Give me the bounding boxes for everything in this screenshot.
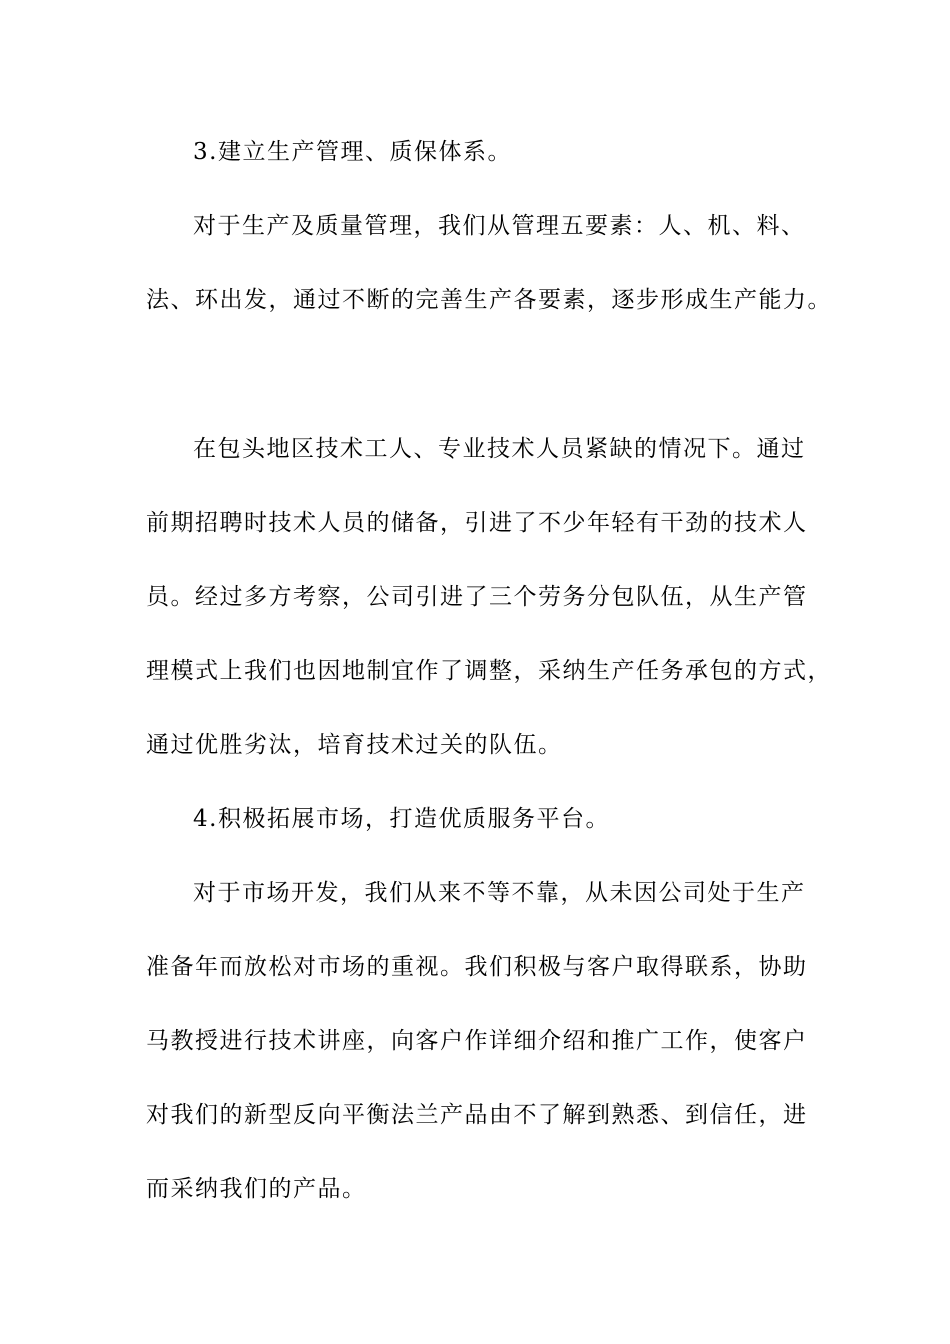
paragraph-line: 对我们的新型反向平衡法兰产品由不了解到熟悉、到信任，进: [146, 1102, 808, 1128]
paragraph-line: 马教授进行技术讲座，向客户作详细介绍和推广工作，使客户: [146, 1028, 808, 1054]
heading-4: 4.积极拓展市场，打造优质服务平台。: [193, 806, 610, 832]
paragraph-line: 对于市场开发，我们从来不等不靠，从未因公司处于生产: [193, 880, 806, 906]
paragraph-line: 对于生产及质量管理，我们从管理五要素：人、机、料、: [193, 213, 806, 239]
paragraph-line: 而采纳我们的产品。: [146, 1176, 367, 1202]
paragraph-line: 在包头地区技术工人、专业技术人员紧缺的情况下。通过: [193, 436, 806, 462]
paragraph-line: 员。经过多方考察，公司引进了三个劳务分包队伍，从生产管: [146, 584, 808, 610]
paragraph-line: 理模式上我们也因地制宜作了调整，采纳生产任务承包的方式，: [146, 658, 832, 684]
paragraph-line: 通过优胜劣汰，培育技术过关的队伍。: [146, 732, 563, 758]
paragraph-line: 准备年而放松对市场的重视。我们积极与客户取得联系，协助: [146, 954, 808, 980]
paragraph-line: 法、环出发，通过不断的完善生产各要素，逐步形成生产能力。: [146, 287, 832, 313]
heading-3: 3.建立生产管理、质保体系。: [193, 139, 512, 165]
paragraph-line: 前期招聘时技术人员的储备，引进了不少年轻有干劲的技术人: [146, 510, 808, 536]
